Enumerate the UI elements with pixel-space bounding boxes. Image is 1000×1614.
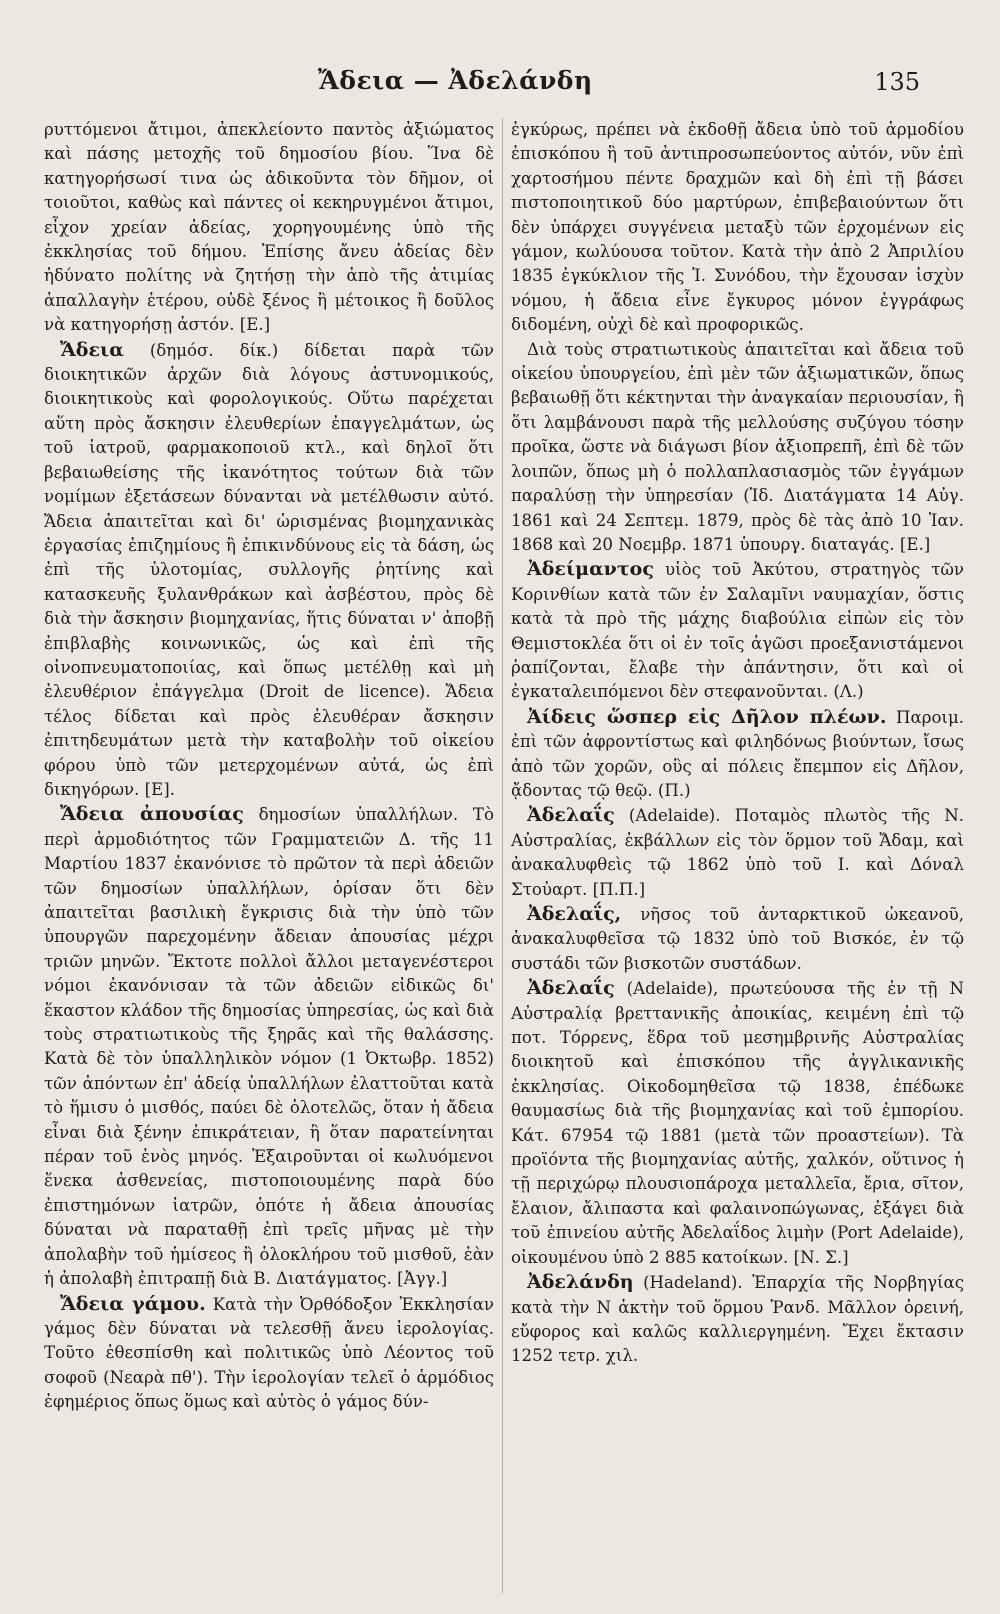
dictionary-entry <box>511 803 964 902</box>
entry-headword: Ἀδελάνδη <box>527 1271 634 1294</box>
left-column <box>44 118 494 1415</box>
dictionary-entry <box>511 557 964 704</box>
entry-body: (δημόσ. δίκ.) δίδεται παρὰ τῶν διοικητικῶν ἀρχῶν διὰ λόγους ἀστυνομικούς, διοικητικοὺς καὶ φορολογικούς. Οὕτω παρέχεται αὕτη πρὸς ἄσκησιν ἐλευθερίων ἐπαγγελμάτων, ὡς τοῦ ἰατροῦ, φαρμακοποιοῦ κτλ., καὶ δηλοῖ ὅτι βεβαιωθείσης τῆς ἱκανότητος τούτων διὰ τῶν νομίμων ἐξετάσεων δύνανται νὰ μετέλθωσιν αὐτό. Ἄδεια ἀπαιτεῖται καὶ δι' ὡρισμένας βιομηχανικὰς ἐργασίας ἐπιζημίους ἢ ἐπικινδύνους εἰς τὰ δάση, ὡς ἐπὶ τῆς ὑλοτομίας, συλλογῆς ῥητίνης καὶ κατασκευῆς ξυλανθράκων καὶ ἀσβέστου, πρὸς δὲ διὰ τὴν ἄσκησιν βιομηχανίας, ἥτις δύναται ν' ἀποβῇ ἐπιβλαβὴς κοινωνικῶς, ὡς καὶ ἐπὶ τῆς οἰνοπνευματοποιίας, καὶ ὅπως μετέλθῃ καὶ μὴ ἐλευθέριον ἐπάγγελμα (Droit de licence). Ἄδεια τέλος δίδεται καὶ πρὸς ἐλευθέραν ἄσκησιν ἐπιτηδευμάτων μετὰ τὴν καταβολὴν τοῦ οἰκείου φόρου ὑπὸ τῶν μετερχομένων αὐτά, ὡς ἐπὶ δικηγόρων. [Ε]. <box>44 340 494 799</box>
entry-body: δημοσίων ὑπαλλήλων. Τὸ περὶ ἁρμοδιότητος τῶν Γραμματειῶν Δ. τῆς 11 Μαρτίου 1837 ἐκανόνισε τὸ πρῶτον τὰ περὶ ἀδειῶν τῶν δημοσίων ὑπαλλήλων, ὁρίσαν ὅτι δὲν ἀπαιτεῖται βασιλικὴ ἔγκρισις διὰ τὴν ὑπὸ τῶν ὑπουργῶν παρεχομένην ἄδειαν ἀπουσίας μέχρι τριῶν μηνῶν. Ἔκτοτε πολλοὶ ἄλλοι μεταγενέστεροι νόμοι ἐκανόνισαν τὰ τῶν ἀδειῶν εἰδικῶς δι' ἕκαστον κλάδον τῆς δημοσίας ὑπηρεσίας, ὡς καὶ διὰ τοὺς στρατιωτικοὺς τῆς ξηρᾶς καὶ τῆς θαλάσσης. Κατὰ δὲ τὸν ὑπαλληλικὸν νόμον (1 Ὀκτωβρ. 1852) τῶν ἀπόντων ἐπ' ἀδείᾳ ὑπαλλήλων ἐλαττοῦται κατὰ τὸ ἥμισυ ὁ μισθός, παύει δὲ ὁλοτελῶς, ὅταν ἡ ἄδεια εἶναι διὰ ξένην ἐπικράτειαν, ἢ ὅταν παρατείνηται πέραν τοῦ ἑνὸς μηνός. Ἐξαιροῦνται οἱ κωλυόμενοι ἕνεκα ἀσθενείας, πιστοποιουμένης παρὰ δύο ἐπιστημόνων ἰατρῶν, ὁπότε ἡ ἄδεια ἀπουσίας δύναται νὰ παραταθῇ ἐπὶ τρεῖς μῆνας μὲ τὴν ἀπολαβὴν τοῦ ἡμίσεος ἢ ὁλοκλήρου τοῦ μισθοῦ, ἐὰν ἡ ἀπολαβὴ ἐπιτραπῇ διὰ Β. Διατάγματος. [Ἀγγ.] <box>44 805 494 1289</box>
entry-headword: Ἀδείμαντος <box>527 558 654 581</box>
dictionary-entry <box>511 902 964 976</box>
entry-body: ρυττόμενοι ἄτιμοι, ἀπεκλείοντο παντὸς ἀξιώματος καὶ πάσης μετοχῆς τοῦ δημοσίου βίου. Ἵνα δὲ κατηγορήσωσί τινα ὡς ἀδικοῦντα τὸν δῆμον, οἱ τοιοῦτοι, καθὼς καὶ πάντες οἱ κεκηρυγμένοι ἄτιμοι, εἶχον χρείαν ἀδείας, χορηγουμένης ὑπὸ τῆς ἐκκλησίας τοῦ δήμου. Ἐπίσης ἄνευ ἀδείας δὲν ἠδύνατο πολίτης νὰ ζητήσῃ τὴν ἀπὸ τῆς ἀτιμίας ἀπαλλαγὴν ἑτέρου, οὐδὲ ξένος ἢ μέτοικος ἢ δοῦλος νὰ κατηγορήσῃ ἀστόν. [Ε.] <box>44 120 494 335</box>
entry-headword: Ἀδελαΐς <box>527 804 615 827</box>
entry-body: Διὰ τοὺς στρατιωτικοὺς ἀπαιτεῖται καὶ ἄδεια τοῦ οἰκείου ὑπουργείου, ἐπὶ μὲν τῶν ἀξιωματικῶν, ὅπως βεβαιωθῇ ὅτι κέκτηνται τὴν ἀναγκαίαν περιουσίαν, ἢ ὅτι λαμβάνουσι παρὰ τῆς μελλούσης συζύγου τόσην προῖκα, ὥστε νὰ διάγωσι βίον ἀξιοπρεπῆ, ἐπὶ δὲ τῶν λοιπῶν, ὅπως μὴ ὁ πολλαπλασιασμὸς τῶν ἐγγάμων παραλύσῃ τὴν ὑπηρεσίαν (Ἰδ. Διατάγματα 14 Αὐγ. 1861 καὶ 24 Σεπτεμ. 1879, πρὸς δὲ τὰς ἀπὸ 10 Ἰαν. 1868 καὶ 20 Νοεμβρ. 1871 ὑπουργ. διαταγάς. [Ε.] <box>511 339 964 554</box>
text-paragraph <box>511 338 964 558</box>
dictionary-entry <box>511 1270 964 1369</box>
entry-body: (Adelaide). Ποταμὸς πλωτὸς τῆς Ν. Αὐστραλίας, ἐκβάλλων εἰς τὸν ὅρμον τοῦ Ἄδαμ, καὶ ἀνακαλυφθεὶς τῷ 1862 ὑπὸ τοῦ Ι. καὶ Δόναλ Στοὐαρτ. [Π.Π.] <box>511 806 964 899</box>
dictionary-entry <box>44 802 494 1291</box>
entry-body: (Adelaide), πρωτεύουσα τῆς ἐν τῇ Ν Αὐστραλίᾳ βρεττανικῆς ἀποικίας, κειμένη ἐπὶ τῷ ποτ. Τόρρενς, ἕδρα τοῦ μεσημβρινῆς Αὐστραλίας διοικητοῦ καὶ ἐπισκόπου τῆς ἀγγλικανικῆς ἐκκλησίας. Οἰκοδομηθεῖσα τῷ 1838, ἐπέδωκε θαυμασίως διὰ τῆς βιομηχανίας καὶ τοῦ ἐμπορίου. Κάτ. 67954 τῷ 1881 (μετὰ τῶν προαστείων). Τὰ προϊόντα τῆς βιομηχανίας αὐτῆς, χαλκόν, οὕτινος ἡ τῇ περιχώρῳ πλουσιοπάροχα μεταλλεῖα, ἔρια, σῖτον, ἔλαιον, ἄλιπαστα καὶ φαλαινοπώγωνας, ἐξάγει διὰ τοῦ ἐπινείου αὐτῆς Ἀδελαΐδος λιμὴν (Port Adelaide), οἰκουμένου ὑπὸ 2 885 κατοίκων. [Ν. Σ.] <box>511 979 964 1267</box>
entry-body: Παροιμ. ἐπὶ τῶν ἀφροντίστως καὶ φιληδόνως βιούντων, ἴσως ἀπὸ τῶν χορῶν, οὓς αἱ πόλεις ἔπεμπον εἰς Δῆλον, ᾄδοντας τῷ θεῷ. (Π.) <box>511 707 965 800</box>
dictionary-entry <box>511 976 964 1270</box>
page-header-title: Ἄδεια — Ἀδελάνδη <box>318 66 593 95</box>
entry-body: υἱὸς τοῦ Ἀκύτου, στρατηγὸς τῶν Κορινθίων κατὰ τῶν ἐν Σαλαμῖνι ναυμαχίαν, ὅστις κατὰ τὰ πρὸ τῆς μάχης διαβούλια εἰπὼν εἰς τὸν Θεμιστοκλέα ὅτι οἱ ἐν τοῖς ἀγῶσι προεξανιστάμενοι ῥαπίζονται, ἔλαβε τὴν ἀπάντησιν, ὅτι καὶ οἱ ἐγκαταλειπόμενοι δὲν στεφανοῦνται. (Λ.) <box>511 560 964 702</box>
running-head <box>0 66 1000 100</box>
dictionary-entry <box>511 705 964 804</box>
right-column <box>511 118 964 1369</box>
text-paragraph <box>511 118 964 338</box>
entry-headword: Ἄδεια <box>60 338 124 361</box>
entry-headword: Ἀίδεις ὥσπερ εἰς Δῆλον πλέων. <box>527 705 887 728</box>
entry-body: ἐγκύρως, πρέπει νὰ ἐκδοθῇ ἄδεια ὑπὸ τοῦ ἁρμοδίου ἐπισκόπου ἢ τοῦ ἀντιπροσωπεύοντος αὐτόν, νῦν ἐπὶ χαρτοσήμου πέντε δραχμῶν καὶ δὴ ἐπὶ τῇ βάσει πιστοποιητικοῦ δύο μαρτύρων, ἐπιβεβαιούντων ὅτι δὲν ὑπάρχει συγγένεια μεταξὺ τῶν ἐρχομένων εἰς γάμον, κωλύουσα τοῦτον. Κατὰ τὴν ἀπὸ 2 Ἀπριλίου 1835 ἐγκύκλιον τῆς Ἱ. Συνόδου, τὴν ἔχουσαν ἰσχὺν νόμου, ἡ ἄδεια εἶνε ἔγκυρος μόνον ἐγγράφως διδομένη, οὐχὶ δὲ καὶ προφορικῶς. <box>511 120 964 335</box>
page-number: 135 <box>874 68 920 96</box>
entry-body: (Hadeland). Ἐπαρχία τῆς Νορβηγίας κατὰ τὴν Ν ἀκτὴν τοῦ ὅρμου Ῥανδ. Μᾶλλον ὀρεινή, εὔφορος καὶ καλῶς καλλιεργημένη. Ἔχει ἔκτασιν 1252 τετρ. χιλ. <box>511 1273 964 1366</box>
entry-body: Κατὰ τὴν Ὀρθόδοξον Ἐκκλησίαν γάμος δὲν δύναται νὰ τελεσθῇ ἄνευ ἱερολογίας. Τοῦτο ἐθεσπίσθη καὶ πολιτικῶς ὑπὸ Λέοντος τοῦ σοφοῦ (Νεαρὰ πθ'). Τὴν ἱερολογίαν τελεῖ ὁ ἁρμόδιος ἐφημέριος ὅπως ὅμως καὶ αὐτὸς ὁ γάμος δύν- <box>44 1294 494 1412</box>
text-paragraph <box>44 118 494 338</box>
entry-headword: Ἄδεια ἀπουσίας <box>60 803 244 826</box>
dictionary-entry <box>44 1292 494 1415</box>
entry-headword: Ἀδελαΐς, <box>527 903 622 925</box>
entry-body: νῆσος τοῦ ἀνταρκτικοῦ ὠκεανοῦ, ἀνακαλυφθεῖσα τῷ 1832 ὑπὸ τοῦ Βισκόε, ἐν τῷ συστάδι τῶν βισκοτῶν συστάδων. <box>511 905 964 973</box>
entry-headword: Ἀδελαΐς <box>527 977 615 1000</box>
dictionary-entry <box>44 338 494 803</box>
entry-headword: Ἄδεια γάμου. <box>60 1292 206 1315</box>
column-divider <box>502 118 503 1593</box>
